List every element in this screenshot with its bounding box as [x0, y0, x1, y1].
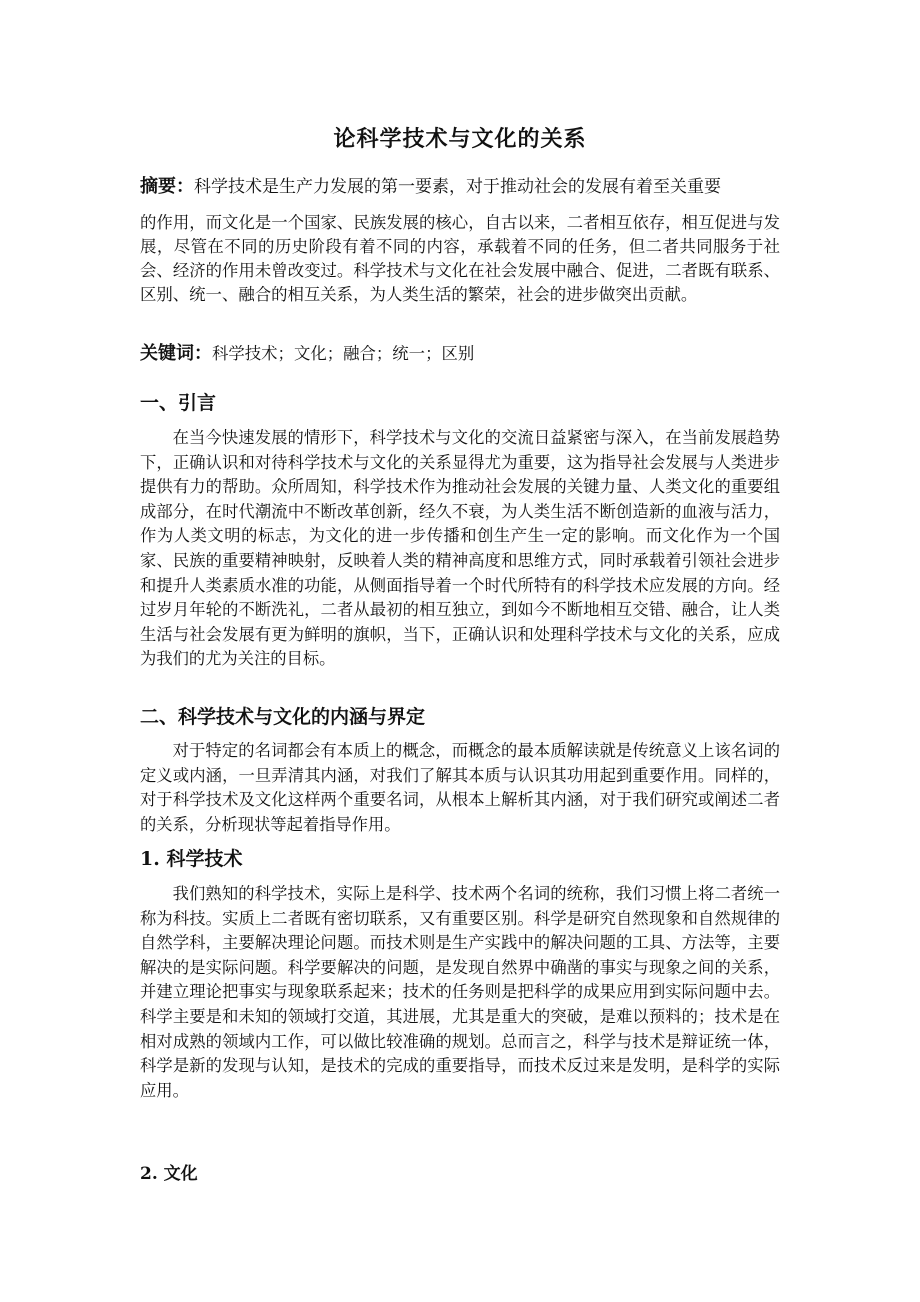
abstract-first-line: [140, 175, 780, 199]
subsection-number-2: 2.: [140, 1164, 158, 1184]
section-heading-introduction: 一、引言: [140, 392, 217, 414]
science-technology-paragraph: 我们熟知的科学技术，实际上是科学、技术两个名词的统称，我们习惯上将二者统一称为科技。实质上二者既有密切联系，又有重要区别。科学是研究自然现象和自然规律的自然学科，主要解决理论问题。而技术则是生产实践中的解决问题的工具、方法等，主要解决的是实际问题。科学要解决的问题，是发现自然界中确凿的事实与现象之间的关系，并建立理论把事实与现象联系起来；技术的任务则是把科学的成果应用到实际问题中去。科学主要是和未知的领域打交道，其进展，尤其是重大的突破，是难以预料的；技术是在相对成熟的领域内工作，可以做比较准确的规划。总而言之，科学与技术是辩证统一体，科学是新的发现与认知，是技术的完成的重要指导，而技术反过来是发明，是科学的实际应用。: [140, 884, 780, 1100]
introduction-paragraph: 在当今快速发展的情形下，科学技术与文化的交流日益紧密与深入，在当前发展趋势下，正确认识和对待科学技术与文化的关系显得尤为重要，这为指导社会发展与人类进步提供有力的帮助。众所周知，科学技术作为推动社会发展的关键力量、人类文化的重要组成部分，在时代潮流中不断改革创新，经久不衰，为人类生活不断创造新的血液与活力，作为人类文明的标志，为文化的进一步传播和创生产生一定的影响。而文化作为一个国家、民族的重要精神映射，反映着人类的精神高度和思维方式，同时承载着引领社会进步和提升人类素质水准的功能，从侧面指导着一个时代所特有的科学技术应发展的方向。经过岁月年轮的不断洗礼，二者从最初的相互独立，到如今不断地相互交错、融合，让人类生活与社会发展有更为鲜明的旗帜，当下，正确认识和处理科学技术与文化的关系，应成为我们的尤为关注的目标。: [140, 428, 780, 669]
subsection-title-culture: 文化: [163, 1164, 198, 1184]
abstract-label: 摘要：: [140, 176, 194, 197]
keywords-text: 科学技术；文化；融合；统一；区别: [212, 344, 475, 363]
paper-title: 论科学技术与文化的关系: [333, 127, 587, 152]
keywords-line: [140, 342, 780, 366]
subsection-heading-culture: [140, 1161, 198, 1187]
definition-paragraph: 对于特定的名词都会有本质上的概念，而概念的最本质解读就是传统意义上该名词的定义或内涵，一旦弄清其内涵，对我们了解其本质与认识其功用起到重要作用。同样的，对于科学技术及文化这样两个重要名词，从根本上解析其内涵，对于我们研究或阐述二者的关系，分析现状等起着指导作用。: [140, 741, 780, 834]
abstract-first-text: 科学技术是生产力发展的第一要素，对于推动社会的发展有着至关重要: [194, 177, 721, 197]
subsection-heading-science: [140, 846, 242, 872]
subsection-title-science: 科学技术: [166, 848, 243, 870]
section-heading-definition: 二、科学技术与文化的内涵与界定: [140, 706, 426, 728]
abstract-body: 的作用，而文化是一个国家、民族发展的核心，自古以来，二者相互依存，相互促进与发展，尽管在不同的历史阶段有着不同的内容，承载着不同的任务，但二者共同服务于社会、经济的作用未曾改变过。科学技术与文化在社会发展中融合、促进，二者既有联系、区别、统一、融合的相互关系，为人类生活的繁荣，社会的进步做突出贡献。: [140, 213, 780, 304]
keywords-label: 关键词：: [140, 343, 212, 364]
subsection-number-1: 1.: [140, 848, 160, 870]
